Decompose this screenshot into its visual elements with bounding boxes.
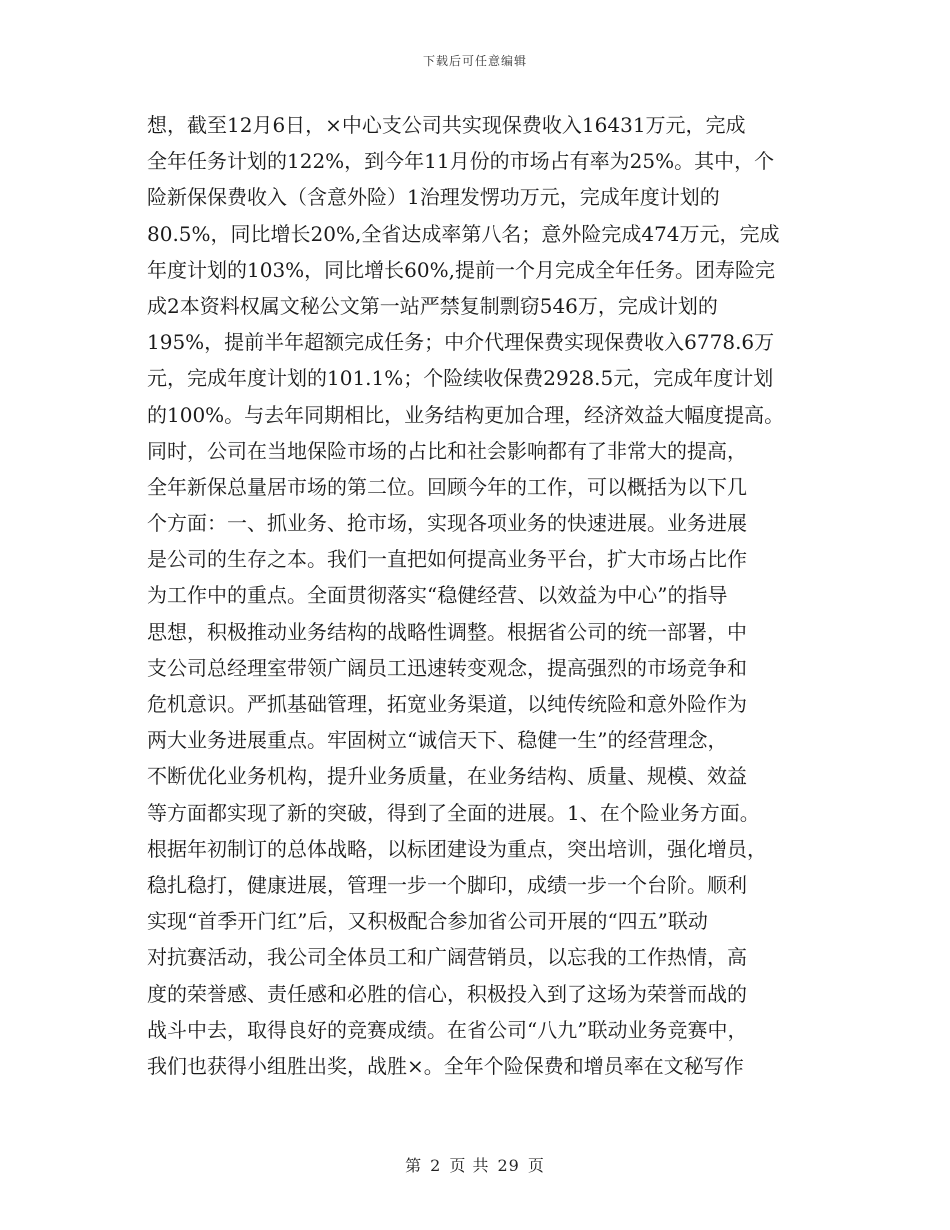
body-line: 思想，积极推动业务结构的战略性调整。根据省公司的统一部署，中 [147,619,747,644]
body-line: 年度计划的103%，同比增长60%,提前一个月完成全年任务。团寿险完 [147,257,775,282]
body-line: 对抗赛活动，我公司全体员工和广阔营销员，以忘我的工作热情，高 [147,945,747,970]
body-line: 不断优化业务机构，提升业务质量，在业务结构、质量、规模、效益 [147,764,747,789]
body-line: 我们也获得小组胜出奖，战胜×。全年个险保费和增员率在文秘写作 [147,1053,744,1078]
body-line: 支公司总经理室带领广阔员工迅速转变观念，提高强烈的市场竞争和 [147,655,747,680]
footer-middle: 页 共 [449,1156,490,1175]
body-line: 危机意识。严抓基础管理，拓宽业务渠道，以纯传统险和意外险作为 [147,692,747,716]
body-line: 两大业务进展重点。牢固树立“诚信天下、稳健一生”的经营理念， [147,728,728,753]
body-line: 为工作中的重点。全面贯彻落实“稳健经营、以效益为中心”的指导 [147,583,728,608]
body-line: 个方面：一、抓业务、抢市场，实现各项业务的快速进展。业务进展 [147,511,747,536]
body-line: 195%，提前半年超额完成任务；中介代理保费实现保费收入6778.6万 [147,330,775,355]
body-line: 同时，公司在当地保险市场的占比和社会影响都有了非常大的提高， [147,438,747,463]
body-line: 元，完成年度计划的101.1%；个险续收保费2928.5元，完成年度计划 [147,366,774,391]
body-line: 是公司的生存之本。我们一直把如何提高业务平台，扩大市场占比作 [147,547,747,572]
document-body [147,107,812,1084]
body-line: 稳扎稳打，健康进展，管理一步一个脚印，成绩一步一个台阶。顺利 [147,872,747,897]
body-line: 等方面都实现了新的突破，得到了全面的进展。1、在个险业务方面。 [147,800,760,825]
body-line: 根据年初制订的总体战略，以标团建设为重点，突出培训，强化增员， [147,836,767,861]
current-page-number: 2 [430,1156,442,1175]
page-header: 下载后可任意编辑 [422,54,527,68]
body-line: 全年新保总量居市场的第二位。回顾今年的工作，可以概括为以下几 [147,474,747,499]
body-line: 80.5%，同比增长20%,全省达成率第八名；意外险完成474万元，完成 [147,221,780,246]
body-line: 全年任务计划的122%，到今年11月份的市场占有率为25%。其中，个 [147,149,775,174]
body-line: 成2本资料权属文秘公文第一站严禁复制剽窃546万，完成计划的 [147,293,718,318]
page-footer [0,1153,950,1176]
body-line: 险新保保费收入（含意外险）1治理发愣功万元，完成年度计划的 [147,185,720,210]
body-line: 战斗中去，取得良好的竞赛成绩。在省公司“八九”联动业务竞赛中， [147,1017,748,1042]
body-line: 实现“首季开门红”后，又积极配合参加省公司开展的“四五”联动 [147,909,708,934]
body-line: 的100%。与去年同期相比，业务结构更加合理，经济效益大幅度提高。 [147,402,785,427]
total-page-count: 29 [497,1156,520,1175]
body-line: 度的荣誉感、责任感和必胜的信心，积极投入到了这场为荣誉而战的 [147,981,747,1006]
footer-suffix: 页 [527,1156,545,1175]
footer-prefix: 第 [405,1156,423,1175]
body-line: 想，截至12月6日，×中心支公司共实现保费收入16431万元，完成 [147,113,746,137]
